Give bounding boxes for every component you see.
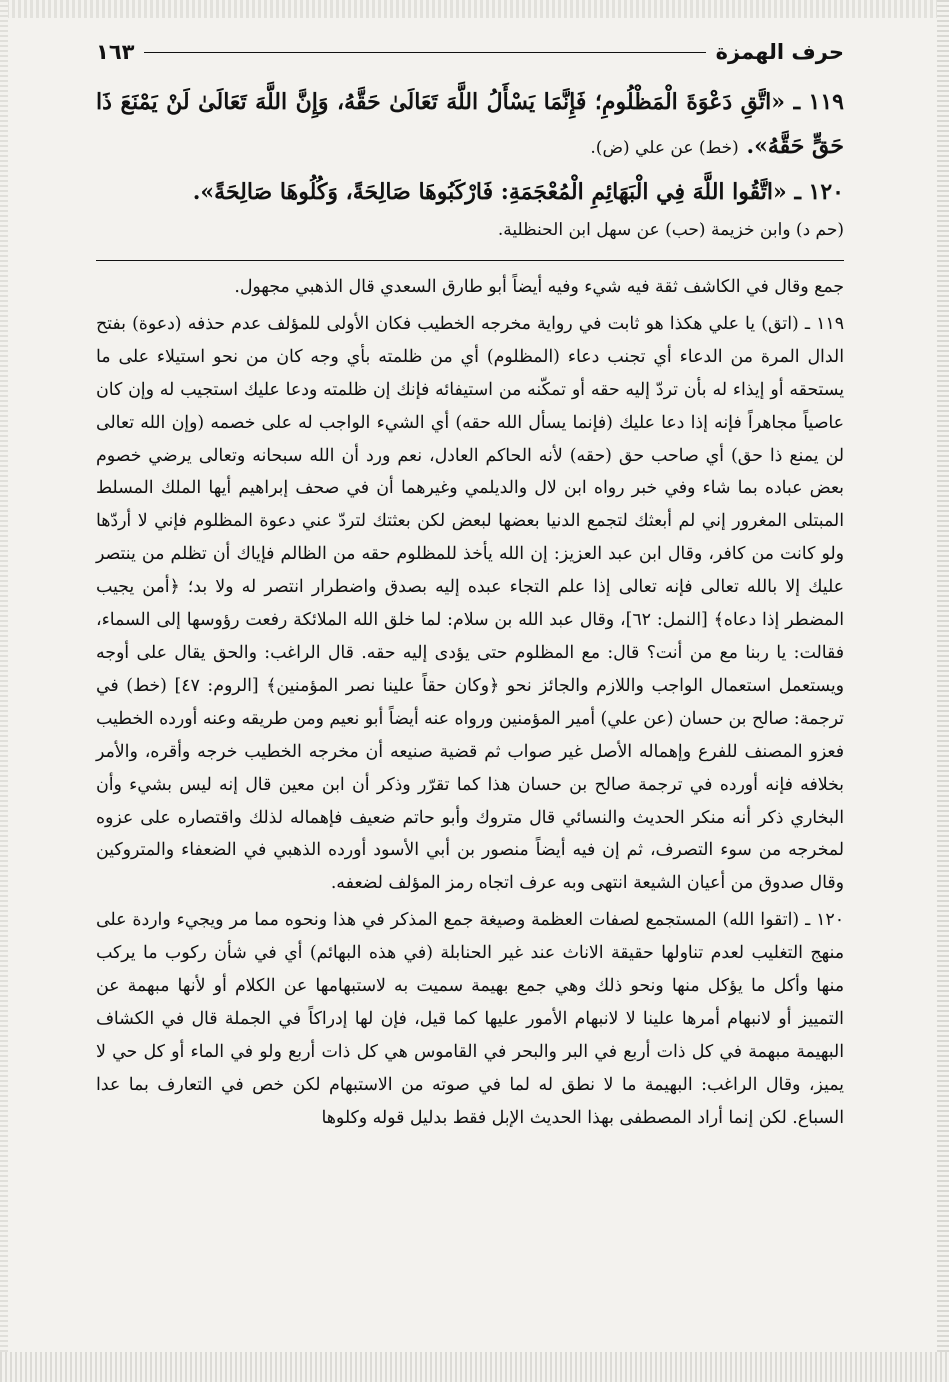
hadith-source: (حم د) وابن خزيمة (حب) عن سهل ابن الحنظلية.	[497, 220, 844, 240]
scan-edge-top	[0, 0, 949, 18]
hadith-text: «اتَّقُوا اللَّهَ فِي الْبَهَائِمِ الْمُعْجَمَةِ: فَارْكَبُوهَا صَالِحَةً، وَكُلُوهَا صَالِحَةً».	[192, 179, 787, 205]
commentary-paragraph: جمع وقال في الكاشف ثقة فيه شيء وفيه أيضاً أبو طارق السعدي قال الذهبي مجهول.	[234, 277, 844, 297]
running-head	[96, 30, 844, 74]
scan-edge-left	[0, 0, 8, 1382]
book-page	[96, 30, 844, 1350]
hadith-text: «اتَّقِ دَعْوَةَ الْمَظْلُومِ؛ فَإِنَّمَا يَسْأَلُ اللَّهَ تَعَالَىٰ حَقَّهُ، وَإِنَّ اللَّهَ تَعَالَىٰ لَنْ يَمْنَعَ ذَا حَقٍّ حَقَّهُ».	[96, 89, 844, 159]
scan-edge-bottom	[0, 1352, 949, 1382]
commentary-paragraph: ١٢٠ ـ (اتقوا الله) المستجمع لصفات العظمة وصيغة جمع المذكر في هذا ونحوه مما مر ويجيء واردة على منهج التغليب لعدم تناولها حقيقة الاناث عند غير الحنابلة (في هذه البهائم) أي في شأن ركوب ما يركب منها وأكل ما يؤكل منها ونحو ذلك وهي جمع بهيمة سميت به لاستبهامها عن الكلام أو لأنها مبهمة عن التمييز أو لانبهام أمرها علينا لا لانبهام الأمور عليها كما قيل، فإن لها إدراكاً في الجملة قال في الكشاف البهيمة مبهمة في كل ذات أربع في البر والبحر في القاموس هي كل ذات أربع ولو في الماء أو كل حي لا يميز، وقال الراغب: البهيمة ما لا نطق له لما في صوته من الاستبهام لكن خص في التعارف بما عدا السباع. لكن إنما أراد المصطفى بهذا الحديث الإبل فقط بدليل قوله وكلوها	[96, 910, 844, 1128]
hadith-120	[96, 170, 844, 214]
hadith-number: ١١٩ ـ	[793, 89, 844, 115]
hadith-number: ١٢٠ ـ	[794, 179, 844, 205]
chapter-title: حرف الهمزة	[715, 40, 844, 64]
page-number: ١٦٣	[96, 40, 135, 64]
hadith-119	[96, 80, 844, 170]
header-rule	[144, 52, 705, 53]
footnote-separator	[96, 260, 844, 261]
hadith-source: (خط) عن علي (ض).	[590, 138, 739, 158]
commentary-paragraph: ١١٩ ـ (اتق) يا علي هكذا هو ثابت في رواية مخرجه الخطيب فكان الأولى للمؤلف عدم حذفه (دعوة) بفتح الدال المرة من الدعاء أي تجنب دعاء (المظلوم) أي من ظلمته بأي وجه كان من نحو استيلاء على ما يستحقه أو إيذاء له بأن تردّ إليه حقه أو تمكّنه من استيفائه فإنك إن ظلمته ودعا عليك استجيب له وإن كان عاصياً مجاهراً فإنه إذا دعا عليك (فإنما يسأل الله حقه) أي الشيء الواجب له على خصمه (وإن الله تعالى لن يمنع ذا حق) أي صاحب حق (حقه) لأنه الحاكم العادل، نعم ورد أن الله سبحانه وتعالى يرضي خصوم بعض عباده بما شاء وفي خبر رواه ابن لال والديلمي وغيرهما أن في صحف إبراهيم أيها الملك المسلط المبتلى المغرور إني لم أبعثك لتجمع الدنيا بعضها لبعض لكن بعثتك لتردّ عني دعوة المظلوم فإني لا أردّها ولو كانت من كافر، وقال ابن عبد العزيز: إن الله يأخذ للمظلوم حقه من الظالم فإياك أن تظلم من ينتصر عليك إلا بالله تعالى فإنه تعالى إذا علم التجاء عبده إليه بصدق واضطرار انتصر له ولا بد؛ ﴿أمن يجيب المضطر إذا دعاه﴾ [النمل: ٦٢]، وقال عبد الله بن سلام: لما خلق الله الملائكة رفعت رؤوسها إلى السماء، فقالت: يا ربنا مع من أنت؟ قال: مع المظلوم حتى يؤدى إليه حقه. قال الراغب: والحق يقال على أوجه ويستعمل استعمال الواجب واللازم والجائز نحو ﴿وكان حقاً علينا نصر المؤمنين﴾ [الروم: ٤٧] (خط) في ترجمة: صالح بن حسان (عن علي) أمير المؤمنين ورواه عنه أيضاً أبو نعيم ومن طريقه وعنه أورده الخطيب فعزو المصنف للفرع وإهماله الأصل غير صواب ثم قضية صنيعه أن مخرجه الخطيب خرجه وأقره، والأمر بخلافه فإنه أورده في ترجمة صالح بن حسان هذا كما تقرّر وذكر أن ابن معين قال إنه ليس بشيء وأن البخاري ذكر أنه منكر الحديث والنسائي قال متروك وأبو حاتم ضعيف فإهماله لذلك واقتصاره على عزوه لمخرجه من سوء التصرف، ثم إن فيه أيضاً منصور بن أبي الأسود أورده الذهبي في الضعفاء والمتروكين وقال صدوق من أعيان الشيعة انتهى وبه عرف اتجاه رمز المؤلف لضعفه.	[96, 313, 844, 894]
scan-edge-right	[937, 0, 949, 1382]
